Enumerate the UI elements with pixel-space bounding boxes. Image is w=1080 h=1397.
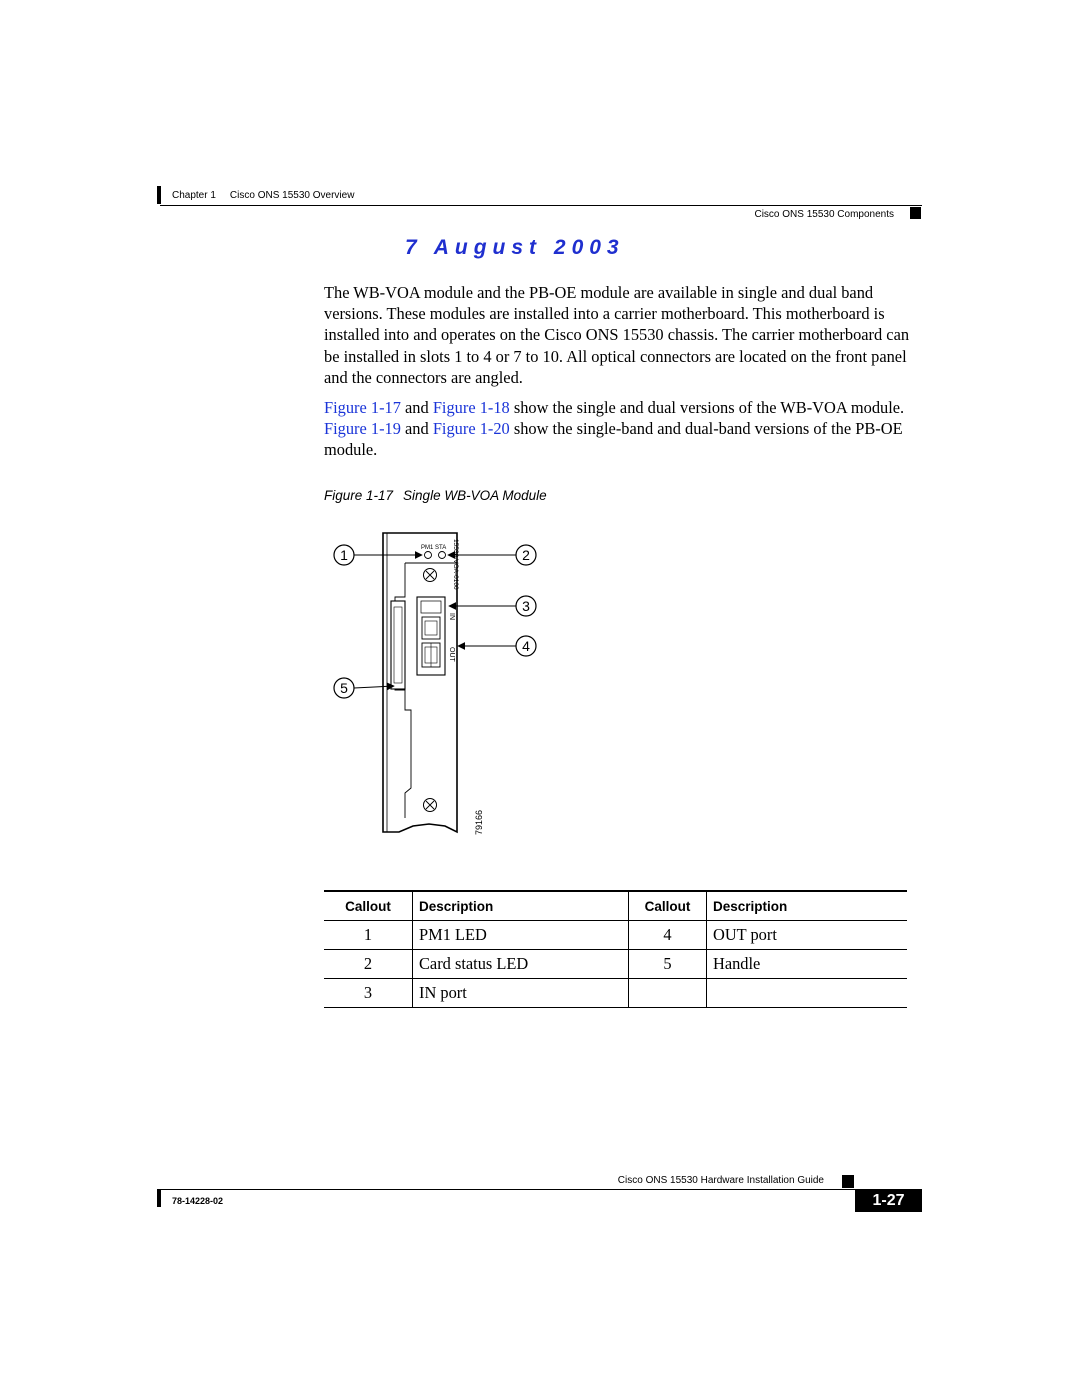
cell-callout: 3 — [324, 979, 413, 1008]
para2-text-1: and — [400, 398, 433, 417]
header-chapter — [172, 190, 354, 201]
footer-guide-title: Cisco ONS 15530 Hardware Installation Guide — [617, 1175, 824, 1186]
figure-number: Figure 1-17 — [324, 488, 394, 503]
handle — [391, 601, 405, 689]
in-label: IN — [448, 613, 455, 620]
body-paragraph-1: The WB-VOA module and the PB-OE module are available in single and dual band versions. These modules are installed into a carrier motherboard. This motherboard is installed into and operates on the Cisco ONS 15530 chassis. The carrier motherboard can be installed in slots 1 to 4 or 7 to 10. All optical connectors are located on the front panel and the connectors are angled. — [324, 283, 910, 387]
art-id-label: 79166 — [474, 809, 484, 835]
wb-voa-module-figure — [325, 525, 555, 845]
header-description-2: Description — [707, 891, 908, 921]
footer-rule — [160, 1189, 922, 1190]
callout-3-number: 3 — [522, 598, 530, 614]
footer-doc-number: 78-14228-02 — [172, 1196, 224, 1206]
cell-callout — [629, 979, 707, 1008]
callout-5-number: 5 — [340, 680, 348, 696]
page-number: 1-27 — [855, 1189, 922, 1212]
cell-description: IN port — [413, 979, 629, 1008]
chapter-title: Cisco ONS 15530 Overview — [229, 190, 355, 201]
cell-callout: 5 — [629, 950, 707, 979]
table-row — [324, 979, 907, 1008]
led-label-pm1: PM1 — [421, 545, 434, 551]
table-header-row — [324, 891, 907, 921]
callout-2-number: 2 — [522, 547, 530, 563]
chapter-label: Chapter 1 — [172, 190, 216, 201]
callout-1-number: 1 — [340, 547, 348, 563]
callout-4-number: 4 — [522, 638, 530, 654]
part-number-label: 15530-VOA-0100 — [452, 539, 459, 590]
cell-callout: 4 — [629, 921, 707, 950]
pm1-led — [425, 552, 432, 559]
header-rule — [160, 205, 922, 206]
xref-figure-1-19[interactable]: Figure 1-19 — [324, 419, 401, 439]
footer-bar — [157, 1189, 161, 1207]
footer-square-marker — [842, 1175, 854, 1188]
callout-table — [324, 890, 907, 1008]
header-bar — [157, 186, 161, 204]
xref-figure-1-17[interactable]: Figure 1-17 — [324, 398, 401, 417]
figure-caption — [324, 488, 547, 503]
para2-text-4: show the single-band and dual-band versions of the PB-OE module. — [324, 419, 903, 460]
header-section-title: Cisco ONS 15530 Components — [754, 209, 894, 220]
header-callout-1: Callout — [324, 891, 413, 921]
figure-title: Single WB-VOA Module — [403, 488, 547, 503]
cell-description: PM1 LED — [413, 921, 629, 950]
xref-figure-1-18[interactable]: Figure 1-18 — [432, 398, 510, 417]
para2-text-3: and — [400, 419, 433, 439]
header-description-1: Description — [413, 891, 629, 921]
out-label: OUT — [448, 647, 455, 662]
cell-description: Handle — [707, 950, 908, 979]
body-paragraph-2 — [324, 397, 924, 461]
table-row — [324, 921, 907, 950]
cell-callout: 2 — [324, 950, 413, 979]
header-callout-2: Callout — [629, 891, 707, 921]
cell-description: OUT port — [707, 921, 908, 950]
header-square-marker — [910, 207, 921, 219]
draft-date-banner: 7 August 2003 — [405, 236, 625, 259]
cell-description: Card status LED — [413, 950, 629, 979]
para2-text-2: show the single and dual versions of the WB-VOA module. — [509, 398, 905, 417]
led-label-sta: STA — [435, 545, 447, 551]
cell-description — [707, 979, 908, 1008]
cell-callout: 1 — [324, 921, 413, 950]
xref-figure-1-20[interactable]: Figure 1-20 — [432, 419, 510, 439]
table-row — [324, 950, 907, 979]
status-led — [439, 552, 446, 559]
